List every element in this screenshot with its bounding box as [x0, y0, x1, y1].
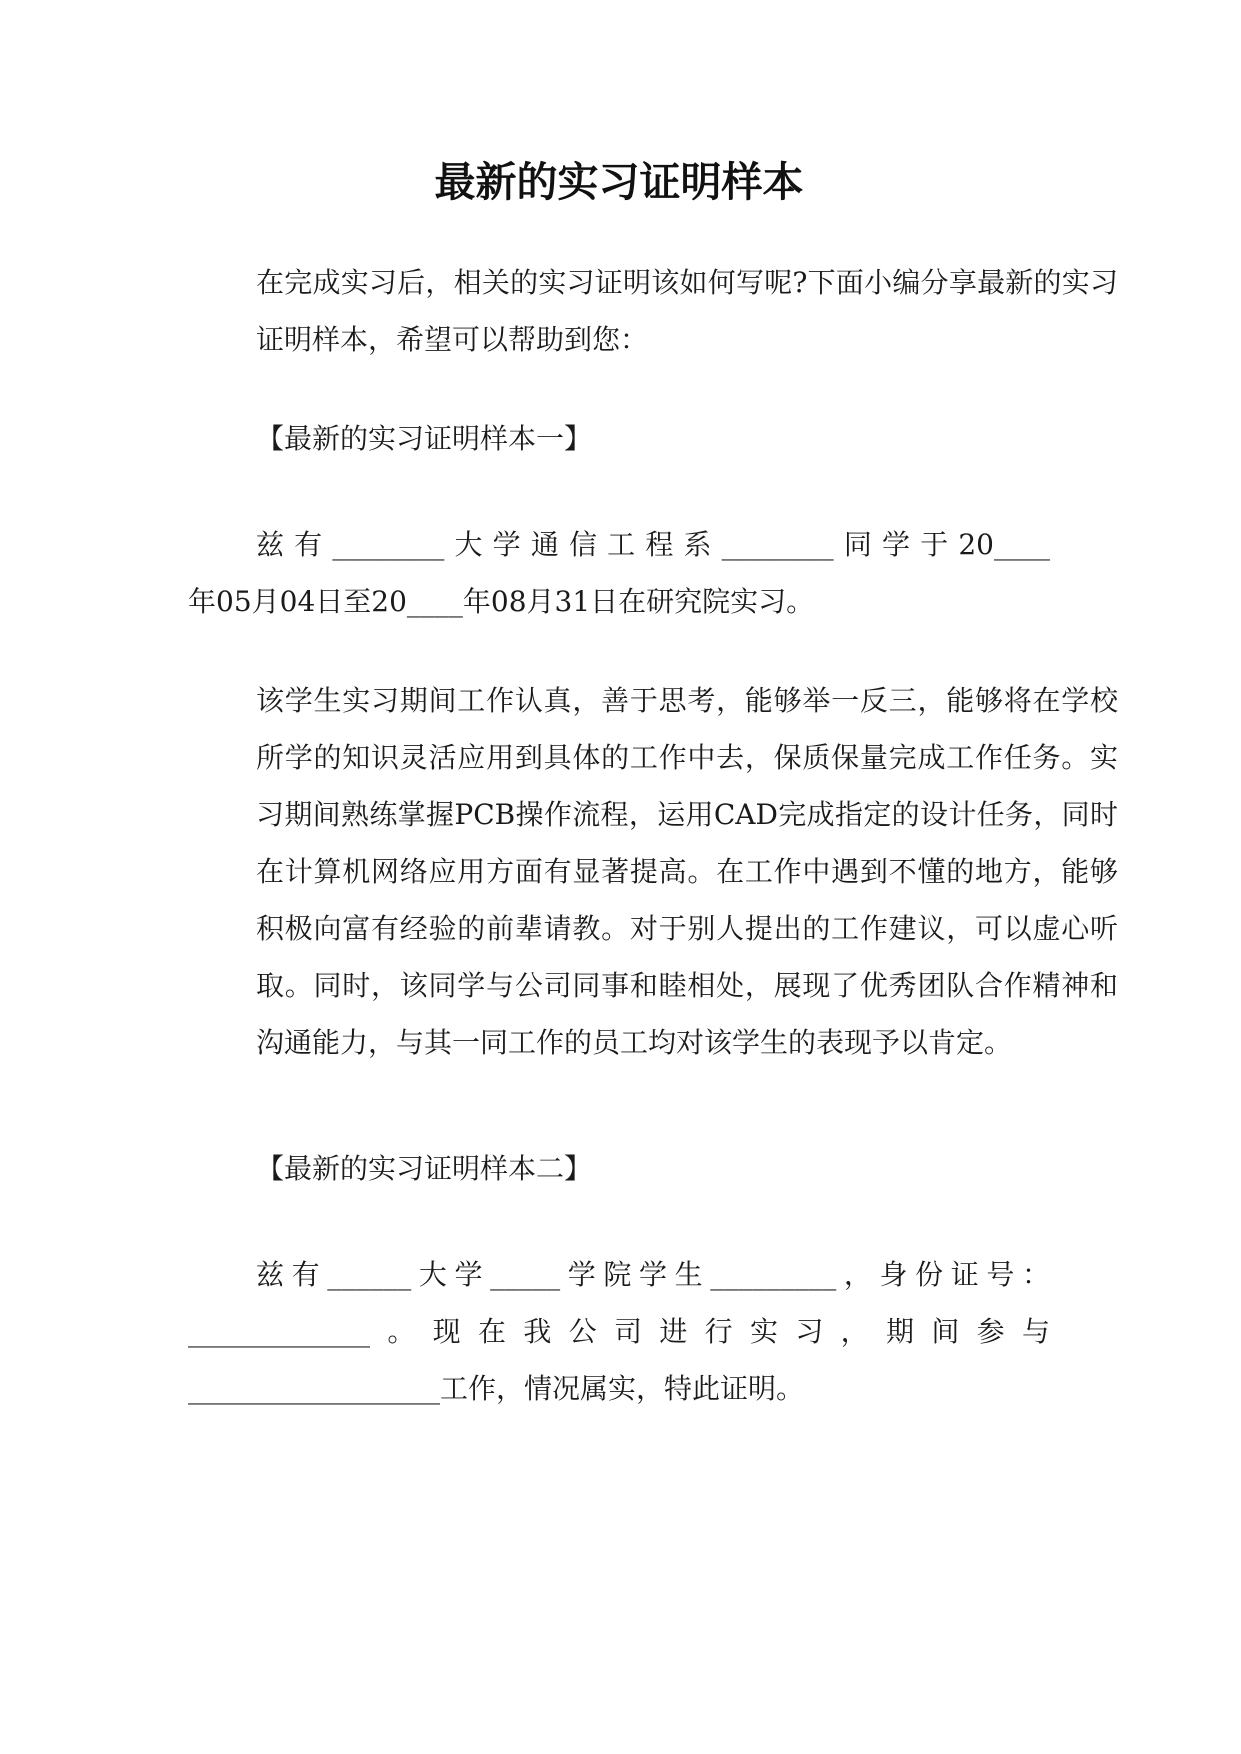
sample-2-statement-line-1: 兹有______大学_____学院学生_________，身份证号：: [256, 1258, 1050, 1291]
intro-paragraph: 在完成实习后，相关的实习证明该如何写呢?下面小编分享最新的实习证明样本，希望可以帮助到您：: [256, 266, 1118, 356]
sample-1-statement-line-1: 兹有________大学通信工程系________同学于20____: [256, 528, 1050, 561]
sample-2-statement: [188, 1246, 1050, 1417]
sample-2-statement-line-3: __________________工作，情况属实，特此证明。: [188, 1372, 805, 1405]
sample-1-heading: 【最新的实习证明样本一】: [256, 422, 593, 455]
sample-1-statement: [188, 516, 1050, 630]
sample-2-heading: 【最新的实习证明样本二】: [256, 1152, 593, 1185]
sample-1-evaluation-paragraph: 该学生实习期间工作认真，善于思考，能够举一反三，能够将在学校所学的知识灵活应用到具体的工作中去，保质保量完成工作任务。实习期间熟练掌握PCB操作流程，运用CAD完成指定的设计任务，同时在计算机网络应用方面有显著提高。在工作中遇到不懂的地方，能够积极向富有经验的前辈请教。对于别人提出的工作建议，可以虚心听取。同时，该同学与公司同事和睦相处，展现了优秀团队合作精神和沟通能力，与其一同工作的员工均对该学生的表现予以肯定。: [256, 684, 1118, 1059]
sample-1-statement-line-2: 年05月04日至20____年08月31日在研究院实习。: [188, 585, 815, 618]
document-page: [188, 0, 1118, 1754]
document-title: 最新的实习证明样本: [434, 158, 804, 206]
sample-2-statement-line-2: _____________。现在我公司进行实习，期间参与: [188, 1315, 1050, 1348]
